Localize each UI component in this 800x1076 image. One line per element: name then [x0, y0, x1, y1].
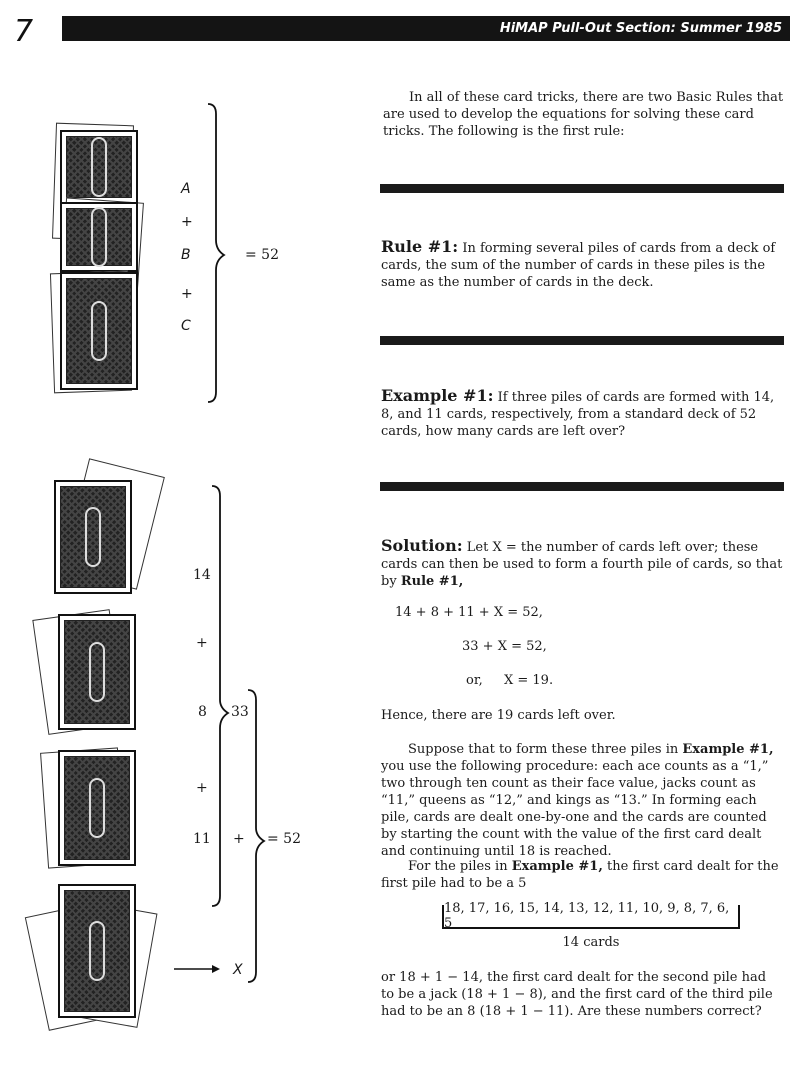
solution-text: Let X = the number of cards left over; these cards can then be used to form a fourth pile of cards, so that by [381, 540, 783, 589]
subtotal-33: 33 [231, 704, 249, 720]
divider [380, 336, 784, 345]
label-plus-1: + [181, 214, 193, 230]
card-pile-x [58, 884, 136, 1018]
card-pile-c [60, 272, 138, 390]
brace-33 [208, 482, 238, 912]
equation-2: 33 + X = 52, [462, 639, 547, 654]
solution-block [381, 537, 786, 590]
arrow-right-icon [172, 962, 222, 976]
top-total: = 52 [245, 247, 279, 263]
brace-top [200, 100, 230, 406]
divider [380, 482, 784, 491]
piles-lead: For the piles in [408, 859, 508, 874]
bottom-total: = 52 [267, 831, 301, 847]
rule1-block [381, 238, 786, 291]
suppose-paragraph [381, 741, 786, 860]
suppose-rest: you use the following procedure: each ace counts as a “1,” two through ten count as their face value, jacks count as “11,” queens as “12,” and kings as “13.” In forming each pile, cards are dealt one-by-one and the cards are counted by starting the count with the value of the first card dealt and continuing until 18 is reached. [381, 759, 769, 859]
piles-ref: Example #1, [511, 859, 603, 874]
section-header-bar [62, 16, 790, 41]
label-c: C [181, 318, 191, 334]
card-pile-8 [58, 614, 136, 730]
label-b: B [181, 247, 191, 263]
solution-heading: Solution: [381, 536, 463, 555]
example1-text: If three piles of cards are formed with 14, 8, and 11 cards, respectively, from a standard deck of 52 cards, how many cards are left over? [381, 390, 775, 439]
intro-paragraph: In all of these card tricks, there are two Basic Rules that are used to develop the equations for solving these card tricks. The following is the first rule: [383, 90, 784, 139]
example1-block [381, 387, 786, 440]
rule1-text: In forming several piles of cards from a deck of cards, the sum of the number of cards in these piles is the same as the number of cards in the deck. [381, 241, 776, 290]
label-8: 8 [198, 704, 207, 720]
suppose-lead: Suppose that to form these three piles in [408, 742, 679, 757]
label-14: 14 [193, 567, 211, 583]
label-plus-4: + [196, 780, 208, 796]
card-pile-14 [54, 480, 132, 594]
label-x: X [233, 962, 243, 978]
label-a: A [181, 181, 191, 197]
closing-paragraph: or 18 + 1 − 14, the first card dealt for the second pile had to be a jack (18 + 1 − 8), and the first card of the third pile had to be an 8 (18 + 1 − 11). Are these numbers correct? [381, 970, 773, 1019]
label-plus-3: + [196, 635, 208, 651]
card-pile-11 [58, 750, 136, 866]
card-pile-b [60, 202, 138, 272]
count-caption: 14 cards [562, 935, 620, 950]
rule1-heading: Rule #1: [381, 237, 459, 256]
label-11: 11 [193, 831, 211, 847]
section-title: HiMAP Pull-Out Section: Summer 1985 [499, 21, 782, 36]
solution-rule-ref: Rule #1, [400, 574, 464, 589]
equation-3-prefix: or, [466, 673, 483, 688]
equation-3: X = 19. [504, 673, 554, 688]
piles-paragraph [381, 858, 786, 892]
label-plus-2: + [181, 286, 193, 302]
example1-heading: Example #1: [381, 386, 494, 405]
page-number: 7 [14, 14, 34, 49]
label-plus-5: + [233, 831, 245, 847]
solution-conclusion: Hence, there are 19 cards left over. [381, 708, 616, 723]
card-pile-a [60, 130, 138, 204]
piles-rest: the first card dealt for the first pile had to be a 5 [381, 859, 779, 891]
suppose-ref: Example #1, [682, 742, 774, 757]
divider [380, 184, 784, 193]
count-sequence-box [442, 901, 740, 931]
count-sequence: 18, 17, 16, 15, 14, 13, 12, 11, 10, 9, 8, 7, 6, 5 [444, 901, 730, 931]
equation-1: 14 + 8 + 11 + X = 52, [395, 605, 543, 620]
